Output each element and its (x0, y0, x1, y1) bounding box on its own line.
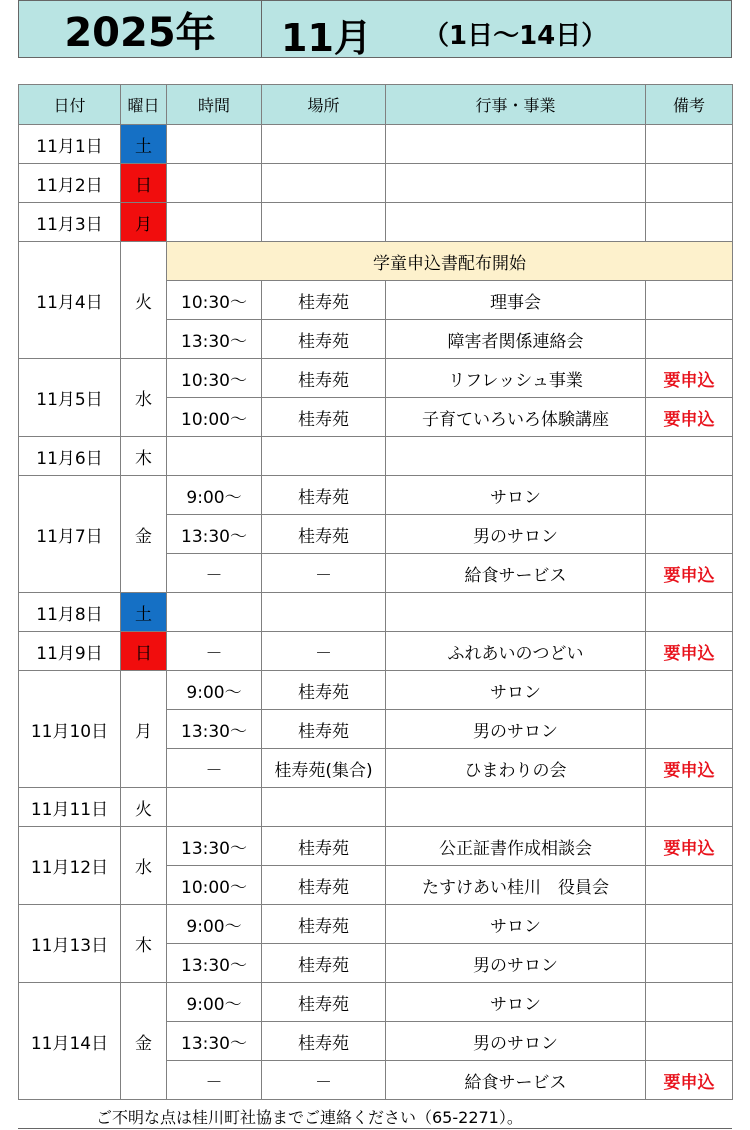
event-place: 桂寿苑 (262, 281, 386, 320)
event-time (167, 593, 262, 632)
event-note (646, 710, 733, 749)
event-note (646, 476, 733, 515)
event-note (646, 320, 733, 359)
col-place-header: 場所 (262, 85, 386, 125)
day-date: 11月7日 (19, 476, 121, 593)
event-name: 男のサロン (386, 944, 646, 983)
event-note (646, 515, 733, 554)
event-name: ふれあいのつどい (386, 632, 646, 671)
event-place: 桂寿苑 (262, 671, 386, 710)
event-place: 桂寿苑 (262, 827, 386, 866)
day-weekday: 水 (121, 359, 167, 437)
day-row (19, 203, 733, 242)
header-row (19, 85, 733, 125)
day-row (19, 788, 733, 827)
event-place: 桂寿苑 (262, 983, 386, 1022)
title-range: （1日～14日） (423, 21, 608, 51)
event-time: 10:00～ (167, 866, 262, 905)
event-place: 桂寿苑(集合) (262, 749, 386, 788)
event-place: 桂寿苑 (262, 515, 386, 554)
event-time: 9:00～ (167, 983, 262, 1022)
event-name: 男のサロン (386, 710, 646, 749)
event-note (646, 125, 733, 164)
event-note: 要申込 (646, 632, 733, 671)
day-date: 11月5日 (19, 359, 121, 437)
event-name: ひまわりの会 (386, 749, 646, 788)
event-name: 給食サービス (386, 1061, 646, 1100)
day-row (19, 827, 733, 866)
event-note (646, 437, 733, 476)
day-weekday: 金 (121, 983, 167, 1100)
day-row (19, 632, 733, 671)
event-name: 給食サービス (386, 554, 646, 593)
event-place (262, 203, 386, 242)
event-name (386, 593, 646, 632)
day-weekday: 土 (121, 125, 167, 164)
event-note: 要申込 (646, 1061, 733, 1100)
event-place: 桂寿苑 (262, 905, 386, 944)
day-date: 11月8日 (19, 593, 121, 632)
day-row (19, 164, 733, 203)
event-name: 子育ていろいろ体験講座 (386, 398, 646, 437)
day-date: 11月1日 (19, 125, 121, 164)
event-time: 13:30～ (167, 320, 262, 359)
event-name: 理事会 (386, 281, 646, 320)
day-row (19, 242, 733, 281)
day-weekday: 火 (121, 788, 167, 827)
event-time: － (167, 1061, 262, 1100)
footer-note: ご不明な点は桂川町社協までご連絡ください（65-2271）。 (96, 1108, 523, 1127)
event-time: 9:00～ (167, 671, 262, 710)
day-date: 11月2日 (19, 164, 121, 203)
event-note (646, 983, 733, 1022)
event-time: － (167, 749, 262, 788)
event-place: － (262, 1061, 386, 1100)
day-weekday: 月 (121, 671, 167, 788)
day-row (19, 437, 733, 476)
event-name: サロン (386, 476, 646, 515)
event-note (646, 1022, 733, 1061)
day-banner: 学童申込書配布開始 (167, 242, 733, 281)
event-time: 13:30～ (167, 1022, 262, 1061)
col-weekday-header: 曜日 (121, 85, 167, 125)
event-name: 男のサロン (386, 515, 646, 554)
schedule-table (18, 84, 733, 1100)
event-time: 13:30～ (167, 710, 262, 749)
day-date: 11月6日 (19, 437, 121, 476)
event-time (167, 437, 262, 476)
title-year: 2025年 (19, 1, 262, 57)
event-note (646, 203, 733, 242)
event-note (646, 944, 733, 983)
event-note (646, 671, 733, 710)
event-time: 10:00～ (167, 398, 262, 437)
col-date-header: 日付 (19, 85, 121, 125)
day-weekday: 木 (121, 437, 167, 476)
event-name: たすけあい桂川 役員会 (386, 866, 646, 905)
day-date: 11月3日 (19, 203, 121, 242)
event-place: － (262, 554, 386, 593)
event-name (386, 203, 646, 242)
day-date: 11月4日 (19, 242, 121, 359)
day-weekday: 金 (121, 476, 167, 593)
day-weekday: 日 (121, 632, 167, 671)
col-time-header: 時間 (167, 85, 262, 125)
day-row (19, 983, 733, 1022)
day-row (19, 905, 733, 944)
event-time: 9:00～ (167, 905, 262, 944)
event-time: － (167, 554, 262, 593)
day-row (19, 125, 733, 164)
day-row (19, 671, 733, 710)
event-name: サロン (386, 983, 646, 1022)
day-weekday: 日 (121, 164, 167, 203)
day-date: 11月10日 (19, 671, 121, 788)
col-event-header: 行事・事業 (386, 85, 646, 125)
event-place (262, 593, 386, 632)
event-time (167, 788, 262, 827)
event-time: 10:30～ (167, 359, 262, 398)
event-place: 桂寿苑 (262, 1022, 386, 1061)
event-note (646, 164, 733, 203)
day-weekday: 火 (121, 242, 167, 359)
event-note (646, 905, 733, 944)
event-note: 要申込 (646, 554, 733, 593)
event-time: 9:00～ (167, 476, 262, 515)
title-month: 11月 (281, 16, 372, 60)
event-note: 要申込 (646, 359, 733, 398)
day-date: 11月13日 (19, 905, 121, 983)
event-note: 要申込 (646, 749, 733, 788)
day-weekday: 木 (121, 905, 167, 983)
event-note (646, 281, 733, 320)
event-name: リフレッシュ事業 (386, 359, 646, 398)
day-weekday: 月 (121, 203, 167, 242)
event-time (167, 203, 262, 242)
footer-divider (18, 1128, 732, 1129)
event-place: 桂寿苑 (262, 398, 386, 437)
event-time: － (167, 632, 262, 671)
day-row (19, 476, 733, 515)
event-place: 桂寿苑 (262, 710, 386, 749)
event-note: 要申込 (646, 827, 733, 866)
event-name: 男のサロン (386, 1022, 646, 1061)
event-name (386, 788, 646, 827)
event-place: 桂寿苑 (262, 944, 386, 983)
title-bar (18, 0, 732, 58)
schedule-body (19, 125, 733, 1100)
event-time: 13:30～ (167, 827, 262, 866)
event-place (262, 125, 386, 164)
event-name: 公正証書作成相談会 (386, 827, 646, 866)
event-name: 障害者関係連絡会 (386, 320, 646, 359)
event-note (646, 593, 733, 632)
event-time: 13:30～ (167, 944, 262, 983)
event-place (262, 788, 386, 827)
day-date: 11月14日 (19, 983, 121, 1100)
event-name: サロン (386, 905, 646, 944)
day-weekday: 土 (121, 593, 167, 632)
event-time (167, 125, 262, 164)
day-date: 11月9日 (19, 632, 121, 671)
event-place: － (262, 632, 386, 671)
event-name (386, 437, 646, 476)
event-place (262, 437, 386, 476)
day-date: 11月12日 (19, 827, 121, 905)
day-date: 11月11日 (19, 788, 121, 827)
day-row (19, 593, 733, 632)
event-time (167, 164, 262, 203)
event-note: 要申込 (646, 398, 733, 437)
event-name: サロン (386, 671, 646, 710)
event-name (386, 125, 646, 164)
event-note (646, 788, 733, 827)
event-place: 桂寿苑 (262, 866, 386, 905)
event-note (646, 866, 733, 905)
event-time: 13:30～ (167, 515, 262, 554)
event-place: 桂寿苑 (262, 359, 386, 398)
day-weekday: 水 (121, 827, 167, 905)
event-place: 桂寿苑 (262, 476, 386, 515)
event-name (386, 164, 646, 203)
event-place (262, 164, 386, 203)
event-time: 10:30～ (167, 281, 262, 320)
event-place: 桂寿苑 (262, 320, 386, 359)
day-row (19, 359, 733, 398)
col-note-header: 備考 (646, 85, 733, 125)
